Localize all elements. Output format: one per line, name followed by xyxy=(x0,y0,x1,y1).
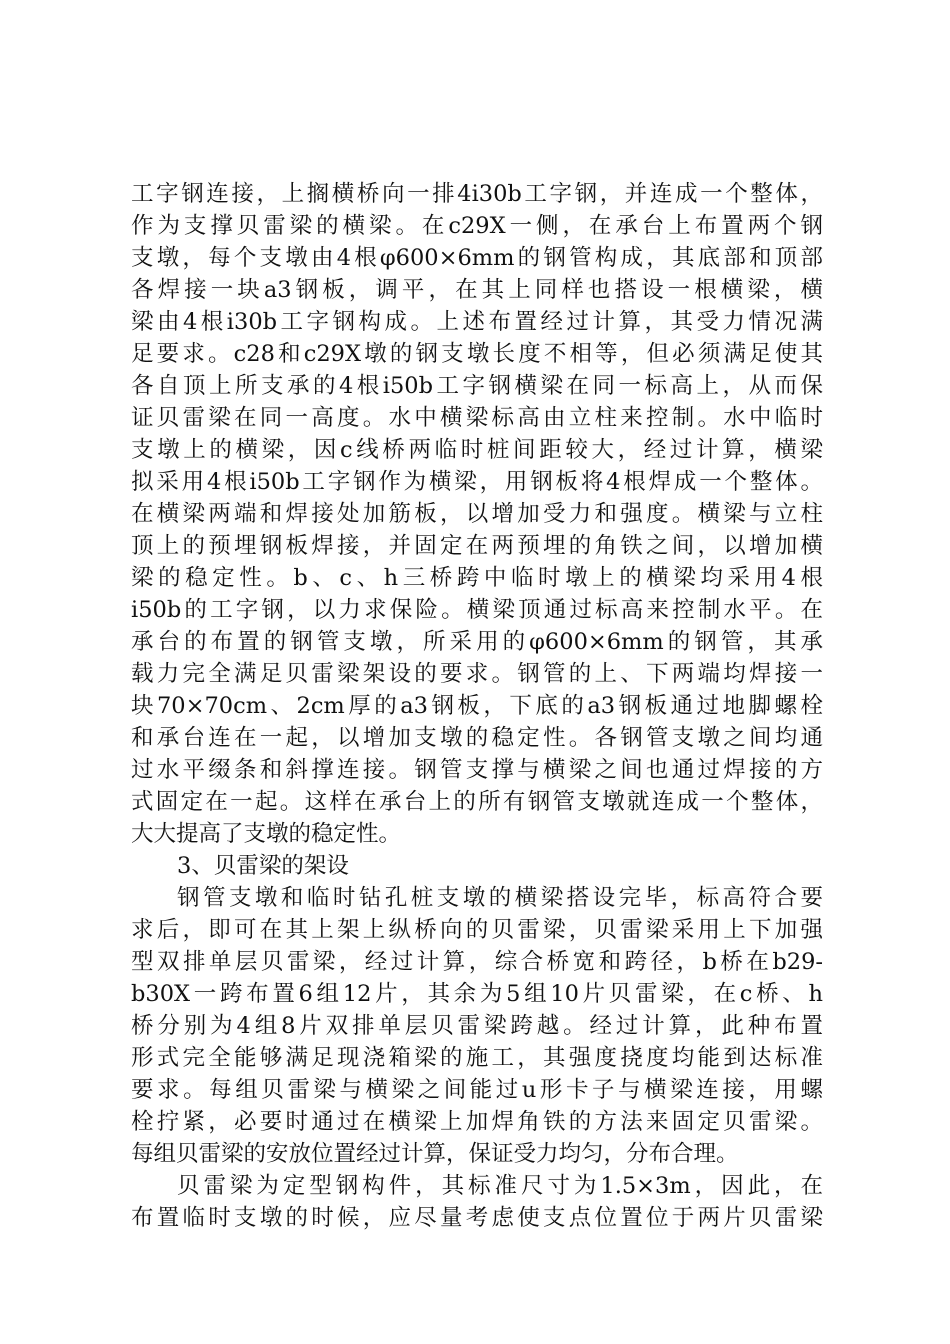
text-line: 大大提高了支墩的稳定性。 xyxy=(131,821,402,847)
text-line: 拟采用4根i50b工字钢作为横梁，用钢板将4根焊成一个整体。 xyxy=(131,469,823,495)
text-line: 桥分别为4组8片双排单层贝雷梁跨越。经过计算，此种布置 xyxy=(131,1013,823,1039)
text-line: 工字钢连接，上搁横桥向一排4i30b工字钢，并连成一个整体， xyxy=(131,181,823,207)
text-line: 布置临时支墩的时候，应尽量考虑使支点位置位于两片贝雷梁 xyxy=(131,1205,823,1231)
paragraph-2 xyxy=(131,882,823,1170)
text-line: b30X一跨布置6组12片，其余为5组10片贝雷梁，在c桥、h xyxy=(131,981,823,1007)
text-line: 块70×70cm、2cm厚的a3钢板，下底的a3钢板通过地脚螺栓 xyxy=(131,693,823,719)
text-line: 型双排单层贝雷梁，经过计算，综合桥宽和跨径，b桥在b29- xyxy=(131,949,823,975)
section-heading: 3、贝雷梁的架设 xyxy=(177,853,349,879)
text-line: 各焊接一块a3钢板，调平，在其上同样也搭设一根横梁，横 xyxy=(131,277,823,303)
text-line: 载力完全满足贝雷梁架设的要求。钢管的上、下两端均焊接一 xyxy=(131,661,823,687)
text-line: 求后，即可在其上架上纵桥向的贝雷梁，贝雷梁采用上下加强 xyxy=(131,917,823,943)
text-line: 和承台连在一起，以增加支墩的稳定性。各钢管支墩之间均通 xyxy=(131,725,823,751)
text-line: 支墩上的横梁，因c线桥两临时桩间距较大，经过计算，横梁 xyxy=(131,437,823,463)
text-line: i50b的工字钢，以力求保险。横梁顶通过标高来控制水平。在 xyxy=(131,597,823,623)
paragraph-1 xyxy=(131,178,823,850)
text-line: 证贝雷梁在同一高度。水中横梁标高由立柱来控制。水中临时 xyxy=(131,405,823,431)
document-body xyxy=(131,178,823,1234)
text-line: 贝雷梁为定型钢构件，其标准尺寸为1.5×3m，因此，在 xyxy=(177,1173,823,1199)
text-line: 栓拧紧，必要时通过在横梁上加焊角铁的方法来固定贝雷梁。 xyxy=(131,1109,823,1135)
text-line: 各自顶上所支承的4根i50b工字钢横梁在同一标高上，从而保 xyxy=(131,373,823,399)
text-line: 每组贝雷梁的安放位置经过计算，保证受力均匀，分布合理。 xyxy=(131,1141,739,1167)
text-line: 形式完全能够满足现浇箱梁的施工，其强度挠度均能到达标准 xyxy=(131,1045,823,1071)
text-line: 过水平缀条和斜撑连接。钢管支撑与横梁之间也通过焊接的方 xyxy=(131,757,823,783)
text-line: 式固定在一起。这样在承台上的所有钢管支墩就连成一个整体， xyxy=(131,789,823,815)
text-line: 顶上的预埋钢板焊接，并固定在两预埋的角铁之间，以增加横 xyxy=(131,533,823,559)
text-line: 在横梁两端和焊接处加筋板，以增加受力和强度。横梁与立柱 xyxy=(131,501,823,527)
text-line: 要求。每组贝雷梁与横梁之间能过u形卡子与横梁连接，用螺 xyxy=(131,1077,823,1103)
paragraph-3 xyxy=(131,1170,823,1234)
text-line: 足要求。c28和c29X墩的钢支墩长度不相等，但必须满足使其 xyxy=(131,341,823,367)
text-line: 钢管支墩和临时钻孔桩支墩的横梁搭设完毕，标高符合要 xyxy=(177,885,823,911)
text-line: 支墩，每个支墩由4根φ600×6mm的钢管构成，其底部和顶部 xyxy=(131,245,823,271)
text-line: 梁的稳定性。b、c、h三桥跨中临时墩上的横梁均采用4根 xyxy=(131,565,823,591)
text-line: 承台的布置的钢管支墩，所采用的φ600×6mm的钢管，其承 xyxy=(131,629,823,655)
text-line: 作为支撑贝雷梁的横梁。在c29X一侧，在承台上布置两个钢 xyxy=(131,213,823,239)
text-line: 梁由4根i30b工字钢构成。上述布置经过计算，其受力情况满 xyxy=(131,309,823,335)
